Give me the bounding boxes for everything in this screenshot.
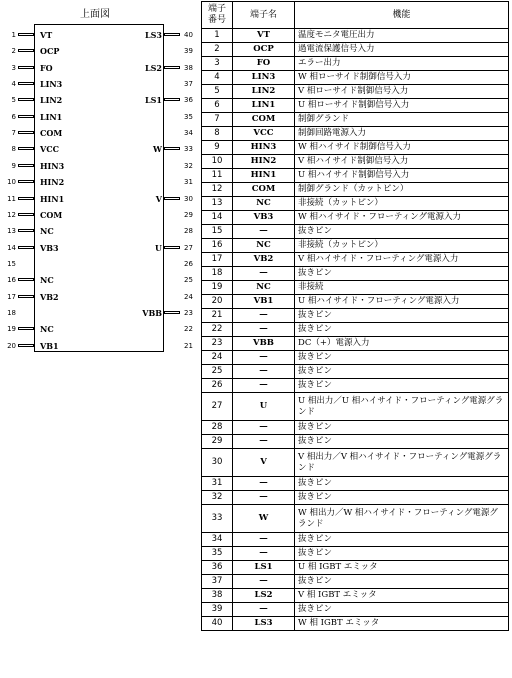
function-cell: V 相ローサイド制御信号入力	[295, 85, 509, 99]
function-cell: 温度モニタ電圧出力	[295, 29, 509, 43]
pin-number: 29	[184, 210, 193, 219]
function-cell: エラー出力	[295, 57, 509, 71]
pin-number-cell: 25	[202, 365, 233, 379]
function-cell: 抜きピン	[295, 365, 509, 379]
pin-number: 5	[11, 96, 16, 105]
function-cell: V 相ハイサイド・フローティング電源入力	[295, 253, 509, 267]
function-cell: U 相ローサイド制御信号入力	[295, 99, 509, 113]
table-row	[202, 211, 509, 225]
pin-name-cell: —	[233, 477, 295, 491]
header-pin-number: 端子 番号	[202, 2, 233, 29]
pin-number-cell: 17	[202, 253, 233, 267]
pin-13	[0, 225, 120, 237]
table-row	[202, 57, 509, 71]
pin-38	[110, 62, 200, 74]
pin-number: 6	[11, 112, 16, 121]
pin-number: 9	[11, 161, 16, 170]
pin-label: VT	[40, 30, 53, 40]
pin-number-cell: 10	[202, 155, 233, 169]
table-row	[202, 379, 509, 393]
table-row	[202, 239, 509, 253]
pin-lead	[164, 246, 180, 249]
pin-number-cell: 27	[202, 393, 233, 421]
table-row	[202, 547, 509, 561]
table-row	[202, 575, 509, 589]
pin-name-cell: HIN1	[233, 169, 295, 183]
pin-lead	[164, 66, 180, 69]
pin-14	[0, 242, 120, 254]
table-row	[202, 183, 509, 197]
pin-name-cell: —	[233, 365, 295, 379]
pin-21	[110, 340, 200, 352]
table-row	[202, 99, 509, 113]
pin-name-cell: —	[233, 351, 295, 365]
table-row	[202, 589, 509, 603]
pin-lead	[18, 115, 34, 118]
pin-lead	[164, 98, 180, 101]
pin-23	[110, 307, 200, 319]
pin-number-cell: 23	[202, 337, 233, 351]
function-cell: 抜きピン	[295, 421, 509, 435]
pin-lead	[18, 49, 34, 52]
pin-26	[110, 258, 200, 270]
pin-number-cell: 24	[202, 351, 233, 365]
pin-number: 32	[184, 161, 193, 170]
function-cell: U 相ハイサイド制御信号入力	[295, 169, 509, 183]
pin-number: 12	[7, 210, 16, 219]
pin-name-cell: HIN3	[233, 141, 295, 155]
pin-number: 39	[184, 47, 193, 56]
pin-number-cell: 1	[202, 29, 233, 43]
pin-number: 8	[11, 145, 16, 154]
table-row	[202, 127, 509, 141]
pin-5	[0, 94, 120, 106]
pin-number: 23	[184, 308, 193, 317]
pin-name-cell: —	[233, 575, 295, 589]
pin-name-cell: VB3	[233, 211, 295, 225]
pin-label: NC	[40, 226, 54, 237]
pin-lead	[164, 147, 180, 150]
pin-number: 22	[184, 325, 193, 334]
pin-lead	[18, 98, 34, 101]
pin-number-cell: 14	[202, 211, 233, 225]
function-cell: 非接続（カットピン）	[295, 239, 509, 253]
pin-name-cell: —	[233, 547, 295, 561]
pin-number: 25	[184, 276, 193, 285]
pin-number: 19	[7, 325, 16, 334]
pin-25	[110, 274, 200, 286]
function-cell: 抜きピン	[295, 323, 509, 337]
pin-name-cell: —	[233, 603, 295, 617]
pin-lead	[18, 131, 34, 134]
pin-39	[110, 45, 200, 57]
pin-number: 27	[184, 243, 193, 252]
pin-name-cell: LIN3	[233, 71, 295, 85]
pin-number-cell: 6	[202, 99, 233, 113]
pin-number: 17	[7, 292, 16, 301]
pin-number-cell: 33	[202, 505, 233, 533]
pin-label: LIN1	[40, 111, 63, 122]
pin-number: 1	[11, 31, 16, 39]
pin-number: 31	[184, 178, 193, 187]
function-cell: U 相ハイサイド・フローティング電源入力	[295, 295, 509, 309]
table-row	[202, 281, 509, 295]
pin-lead	[18, 33, 34, 36]
pin-number: 13	[7, 227, 16, 236]
table-row	[202, 85, 509, 99]
pin-name-cell: LS3	[233, 617, 295, 631]
pin-number-cell: 7	[202, 113, 233, 127]
pin-number-cell: 11	[202, 169, 233, 183]
pin-32	[110, 160, 200, 172]
pin-label: NC	[40, 324, 54, 335]
pin-12	[0, 209, 120, 221]
pin-number: 18	[7, 308, 16, 317]
pin-name-cell: LIN2	[233, 85, 295, 99]
pin-name-cell: NC	[233, 281, 295, 295]
table-row	[202, 29, 509, 43]
table-row	[202, 603, 509, 617]
header-pin-name: 端子名	[233, 2, 295, 29]
pin-35	[110, 111, 200, 123]
pin-number-cell: 35	[202, 547, 233, 561]
pin-number: 11	[7, 194, 16, 203]
pin-number: 14	[7, 243, 16, 252]
pin-8	[0, 143, 120, 155]
table-header-row	[202, 2, 509, 29]
pin-number: 35	[184, 112, 193, 121]
pin-name-cell: NC	[233, 239, 295, 253]
pin-name-cell: OCP	[233, 43, 295, 57]
pin-number-cell: 5	[202, 85, 233, 99]
function-cell: W 相ハイサイド・フローティング電源入力	[295, 211, 509, 225]
pin-lead	[164, 197, 180, 200]
pin-lead	[18, 278, 34, 281]
pin-number-cell: 21	[202, 309, 233, 323]
pin-30	[110, 193, 200, 205]
pin-6	[0, 111, 120, 123]
pin-24	[110, 291, 200, 303]
pin-label: VB1	[40, 340, 59, 351]
pin-name-cell: VT	[233, 29, 295, 43]
function-cell: V 相ハイサイド制御信号入力	[295, 155, 509, 169]
pin-name-cell: —	[233, 379, 295, 393]
pin-27	[110, 242, 200, 254]
table-row	[202, 141, 509, 155]
pin-33	[110, 143, 200, 155]
table-body	[202, 29, 509, 631]
pin-label: U	[155, 242, 162, 253]
table-row	[202, 561, 509, 575]
function-cell: W 相出力／W 相ハイサイド・フローティング電源グランド	[295, 505, 509, 533]
pin-name-cell: —	[233, 309, 295, 323]
table-row	[202, 71, 509, 85]
function-cell: W 相ハイサイド制御信号入力	[295, 141, 509, 155]
pin-2	[0, 45, 120, 57]
pin-36	[110, 94, 200, 106]
pin-lead	[18, 229, 34, 232]
function-cell: 抜きピン	[295, 533, 509, 547]
pin-name-cell: VB1	[233, 295, 295, 309]
pin-name-cell: V	[233, 449, 295, 477]
function-cell: 抜きピン	[295, 547, 509, 561]
pin-label: COM	[40, 209, 63, 220]
function-cell: 制御回路電源入力	[295, 127, 509, 141]
pin-lead	[164, 311, 180, 314]
table-row	[202, 155, 509, 169]
table-row	[202, 351, 509, 365]
function-cell: 抜きピン	[295, 575, 509, 589]
pin-lead	[164, 33, 180, 36]
pin-name-cell: HIN2	[233, 155, 295, 169]
pin-lead	[18, 295, 34, 298]
pin-number-cell: 30	[202, 449, 233, 477]
pin-17	[0, 291, 120, 303]
table-row	[202, 337, 509, 351]
table-row	[202, 365, 509, 379]
pin-label: VBB	[142, 307, 162, 318]
function-cell: V 相 IGBT エミッタ	[295, 589, 509, 603]
pin-number-cell: 32	[202, 491, 233, 505]
pin-name-cell: VB2	[233, 253, 295, 267]
pin-lead	[18, 66, 34, 69]
table-row	[202, 491, 509, 505]
pin-label: VB2	[40, 291, 59, 302]
pin-10	[0, 176, 120, 188]
pin-18	[0, 307, 120, 319]
pin-name-cell: COM	[233, 183, 295, 197]
pin-number: 38	[184, 63, 193, 72]
pin-label: LS3	[145, 30, 162, 40]
pin-lead	[18, 164, 34, 167]
function-cell: W 相ローサイド制御信号入力	[295, 71, 509, 85]
pin-1	[0, 29, 120, 41]
function-cell: DC（+）電源入力	[295, 337, 509, 351]
table-row	[202, 253, 509, 267]
pin-number: 7	[11, 129, 16, 138]
table-row	[202, 533, 509, 547]
pin-number-cell: 40	[202, 617, 233, 631]
pin-number-cell: 20	[202, 295, 233, 309]
table-row	[202, 435, 509, 449]
pin-lead	[18, 197, 34, 200]
pin-16	[0, 274, 120, 286]
pin-name-cell: —	[233, 435, 295, 449]
pin-number-cell: 22	[202, 323, 233, 337]
pin-name-cell: W	[233, 505, 295, 533]
pin-name-cell: —	[233, 421, 295, 435]
table-row	[202, 617, 509, 631]
pin-number: 26	[184, 259, 193, 268]
pin-name-cell: —	[233, 267, 295, 281]
pin-lead	[18, 82, 34, 85]
pin-name-cell: VCC	[233, 127, 295, 141]
pin-34	[110, 127, 200, 139]
function-cell: 抜きピン	[295, 477, 509, 491]
pin-number-cell: 39	[202, 603, 233, 617]
pin-31	[110, 176, 200, 188]
function-cell: 抜きピン	[295, 491, 509, 505]
pin-number: 24	[184, 292, 193, 301]
pin-number: 15	[7, 259, 16, 268]
table-row	[202, 197, 509, 211]
pin-number: 10	[7, 178, 16, 187]
pin-label: COM	[40, 128, 63, 139]
pin-11	[0, 193, 120, 205]
pin-number: 4	[11, 80, 16, 89]
pin-lead	[18, 327, 34, 330]
pin-number-cell: 34	[202, 533, 233, 547]
pin-name-cell: U	[233, 393, 295, 421]
function-cell: 抜きピン	[295, 435, 509, 449]
function-cell: 抜きピン	[295, 603, 509, 617]
pin-number: 34	[184, 129, 193, 138]
pin-lead	[18, 147, 34, 150]
pin-label: VB3	[40, 242, 59, 253]
pin-3	[0, 62, 120, 74]
header-function: 機能	[295, 2, 509, 29]
pin-40	[110, 29, 200, 41]
table-row	[202, 449, 509, 477]
pin-number-cell: 13	[202, 197, 233, 211]
table-row	[202, 309, 509, 323]
pin-lead	[18, 213, 34, 216]
diagram-title: 上面図	[80, 9, 110, 20]
pin-lead	[18, 246, 34, 249]
pin-19	[0, 323, 120, 335]
pin-label: W	[153, 144, 162, 155]
table-row	[202, 225, 509, 239]
pin-number: 33	[184, 145, 193, 154]
pin-28	[110, 225, 200, 237]
pin-label: LIN3	[40, 79, 63, 90]
pin-29	[110, 209, 200, 221]
pin-37	[110, 78, 200, 90]
pin-name-cell: NC	[233, 197, 295, 211]
pin-number: 40	[184, 31, 193, 39]
pin-number: 21	[184, 341, 193, 350]
pin-number-cell: 2	[202, 43, 233, 57]
table-row	[202, 421, 509, 435]
pin-number-cell: 18	[202, 267, 233, 281]
pin-number: 3	[11, 63, 16, 72]
pin-number-cell: 8	[202, 127, 233, 141]
pin-name-cell: LS1	[233, 561, 295, 575]
table-row	[202, 295, 509, 309]
pin-label: LS2	[145, 62, 162, 73]
pin-number-cell: 38	[202, 589, 233, 603]
pin-20	[0, 340, 120, 352]
pin-label: OCP	[40, 46, 60, 57]
pin-number: 37	[184, 80, 193, 89]
pin-label: HIN2	[40, 177, 65, 188]
pin-number-cell: 26	[202, 379, 233, 393]
pin-label: V	[155, 193, 162, 204]
pin-number-cell: 37	[202, 575, 233, 589]
pin-number: 36	[184, 96, 193, 105]
function-cell: 非接続	[295, 281, 509, 295]
pin-name-cell: LS2	[233, 589, 295, 603]
pin-name-cell: —	[233, 533, 295, 547]
pin-number-cell: 19	[202, 281, 233, 295]
table-row	[202, 477, 509, 491]
table-row	[202, 505, 509, 533]
pin-number-cell: 28	[202, 421, 233, 435]
pin-label: FO	[40, 62, 53, 73]
pin-name-cell: VBB	[233, 337, 295, 351]
pin-number: 2	[11, 47, 16, 56]
pin-label: VCC	[40, 144, 59, 155]
pin-number: 28	[184, 227, 193, 236]
function-cell: W 相 IGBT エミッタ	[295, 617, 509, 631]
pin-number-cell: 15	[202, 225, 233, 239]
function-cell: 制御グランド	[295, 113, 509, 127]
pin-label: HIN3	[40, 160, 65, 171]
pin-name-cell: —	[233, 323, 295, 337]
function-cell: 抜きピン	[295, 267, 509, 281]
pin-name-cell: LIN1	[233, 99, 295, 113]
pin-lead	[18, 180, 34, 183]
pin-number-cell: 3	[202, 57, 233, 71]
pin-name-cell: —	[233, 225, 295, 239]
pin-number-cell: 12	[202, 183, 233, 197]
package-top-view	[0, 0, 200, 360]
function-cell: 抜きピン	[295, 351, 509, 365]
pin-label: LIN2	[40, 95, 63, 106]
pin-name-cell: —	[233, 491, 295, 505]
function-cell: 抜きピン	[295, 309, 509, 323]
pin-number: 16	[7, 276, 16, 285]
function-cell: U 相出力／U 相ハイサイド・フローティング電源グランド	[295, 393, 509, 421]
pin-15	[0, 258, 120, 270]
function-cell: 過電流保護信号入力	[295, 43, 509, 57]
function-cell: V 相出力／V 相ハイサイド・フローティング電源グランド	[295, 449, 509, 477]
pin-lead	[18, 344, 34, 347]
table-row	[202, 43, 509, 57]
pin-number: 30	[184, 194, 193, 203]
pin-number: 20	[7, 341, 16, 350]
pin-22	[110, 323, 200, 335]
pin-number-cell: 16	[202, 239, 233, 253]
table-row	[202, 267, 509, 281]
table-row	[202, 393, 509, 421]
pin-label: LS1	[145, 95, 162, 106]
table-row	[202, 169, 509, 183]
function-cell: 非接続（カットピン）	[295, 197, 509, 211]
pin-function-table	[201, 1, 509, 631]
table-row	[202, 113, 509, 127]
function-cell: 抜きピン	[295, 379, 509, 393]
function-cell: 制御グランド（カットピン）	[295, 183, 509, 197]
pin-number-cell: 29	[202, 435, 233, 449]
pin-7	[0, 127, 120, 139]
pin-4	[0, 78, 120, 90]
pin-number-cell: 4	[202, 71, 233, 85]
pin-label: HIN1	[40, 193, 65, 204]
pin-name-cell: COM	[233, 113, 295, 127]
pin-9	[0, 160, 120, 172]
pin-number-cell: 36	[202, 561, 233, 575]
function-cell: 抜きピン	[295, 225, 509, 239]
pin-name-cell: FO	[233, 57, 295, 71]
pin-label: NC	[40, 275, 54, 286]
pin-number-cell: 31	[202, 477, 233, 491]
table-row	[202, 323, 509, 337]
pin-number-cell: 9	[202, 141, 233, 155]
function-cell: U 相 IGBT エミッタ	[295, 561, 509, 575]
